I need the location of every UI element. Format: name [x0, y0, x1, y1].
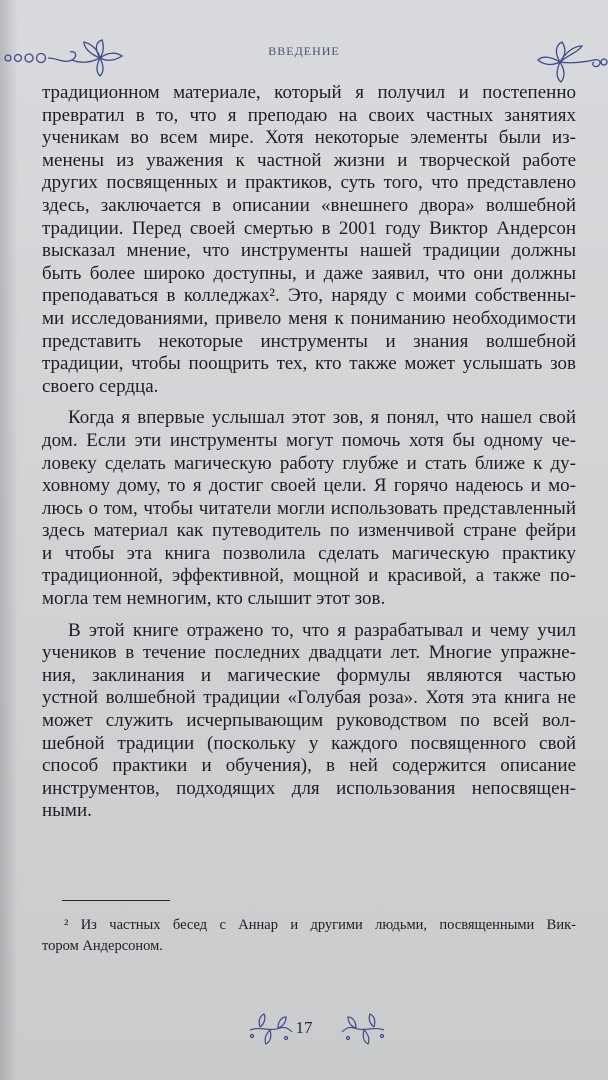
text-line: здесь, заключается в описании «внешнего двора» волшебной — [42, 194, 576, 216]
text-line: Когда я впервые услышал этот зов, я понял, что нашел свой — [68, 407, 576, 429]
text-line: ловеку сделать магическую работу глубже и стать ближе к ду- — [42, 452, 576, 474]
text-line: своего сердца. — [42, 375, 159, 397]
text-line: традиционном материале, который я получил и постепенно — [42, 82, 576, 103]
paragraph-gap — [42, 398, 576, 407]
section-title: ВВЕДЕНИЕ — [268, 44, 340, 58]
text-line: других посвященных и практиков, суть того, что представлено — [42, 172, 576, 194]
page-gutter-shadow — [0, 0, 18, 1080]
text-line: учеников в течение последних двадцати лет. Многие упражне- — [42, 642, 576, 664]
text-line: менены из уважения к частной жизни и творческой работе — [42, 149, 576, 171]
page-number: 17 — [295, 1018, 313, 1037]
text-line: высказал мнение, что инструменты нашей традиции должны — [42, 240, 576, 262]
running-head — [0, 36, 608, 66]
folio-ornament-right-icon — [338, 1012, 388, 1046]
footnote-line: тором Андерсоном. — [42, 938, 163, 954]
text-line: традиции, чтобы поощрить тех, кто также может услышать зов — [42, 353, 576, 375]
text-line: шебной традиции (поскольку у каждого посвященного свой — [42, 732, 576, 754]
text-line: традиционной, эффективной, мощной и красивой, а также по- — [42, 565, 576, 587]
text-line: В этой книге отражено то, что я разрабатывал и чему учил — [68, 619, 576, 641]
footnote-line: ² Из частных бесед с Аннар и другими людьми, посвященными Вик- — [64, 917, 576, 933]
text-line: люсь о том, чтобы читатели могли использовать представленный — [42, 497, 576, 519]
text-line: быть более широко доступны, и даже заявил, что они должны — [42, 262, 576, 284]
floral-ornament-right-icon — [536, 40, 608, 84]
footnote-rule — [62, 900, 170, 901]
text-line: преподаваться в колледжах². Это, наряду с моими собственны- — [42, 285, 576, 307]
text-line: может служить исчерпывающим руководством по всей вол- — [42, 710, 576, 732]
main-text — [42, 82, 576, 823]
text-line: устной волшебной традиции «Голубая роза». Хотя эта книга не — [42, 687, 576, 709]
footnote — [42, 915, 576, 957]
text-line: ния, заклинания и магические формулы являются частью — [42, 664, 576, 686]
folio — [0, 1010, 608, 1050]
text-line: способ практики и обучения), в ней содержится описание — [42, 755, 576, 777]
text-line: традиции. Перед своей смертью в 2001 году Виктор Андерсон — [42, 217, 576, 239]
text-line: ученикам во всем мире. Хотя некоторые элементы были из- — [42, 127, 576, 149]
text-line: превратил в то, что я преподаю на своих частных занятиях — [42, 104, 576, 126]
text-line: дом. Если эти инструменты могут помочь хотя бы одному че- — [42, 429, 576, 451]
text-line: здесь материал как путеводитель по изменчивой стране фейри — [42, 520, 576, 542]
text-line: ными. — [42, 800, 92, 822]
text-line: и чтобы эта книга позволила сделать магическую практику — [42, 542, 576, 564]
text-line: инструментов, подходящих для использования непосвящен- — [42, 777, 576, 799]
paragraph-gap — [42, 611, 576, 620]
text-line: ховному дому, то я достиг своей цели. Я горячо надеюсь и мо- — [42, 475, 576, 497]
text-line: ми исследованиями, привело меня к пониманию необходимости — [42, 307, 576, 329]
text-line: могла тем немногим, кто слышит этот зов. — [42, 588, 386, 610]
text-line: представить некоторые инструменты и знания волшебной — [42, 330, 576, 352]
